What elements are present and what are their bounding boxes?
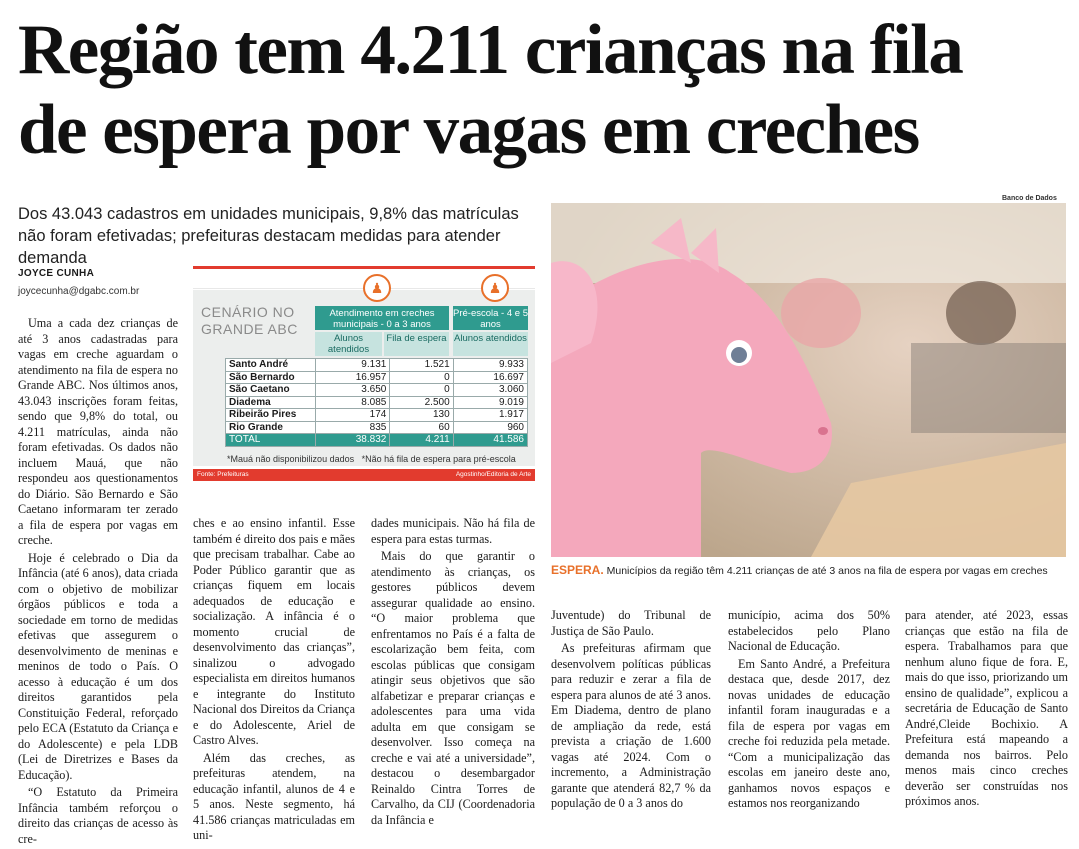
- article-column-2: [193, 516, 355, 846]
- headline-line-1: Região tem 4.211 crianças na fila: [18, 11, 963, 89]
- table-row: [226, 396, 528, 409]
- table-cell-value: 130: [390, 409, 453, 422]
- article-column-5: [728, 608, 890, 814]
- caption-text: Municípios da região têm 4.211 crianças de até 3 anos na fila de espera por vagas em creches: [606, 565, 1048, 577]
- article-column-3: [371, 516, 535, 830]
- infographic-footer: [193, 469, 535, 481]
- table-cell-value: 0: [390, 371, 453, 384]
- subheadline: Dos 43.043 cadastros em unidades municipais, 9,8% das matrículas não foram efetivadas; prefeituras destacam medidas para atender demanda: [18, 205, 519, 267]
- data-table: [225, 358, 528, 447]
- table-title: CENÁRIO NO GRANDE ABC: [201, 304, 298, 337]
- headline: [18, 10, 1068, 170]
- table-row: [226, 359, 528, 372]
- table-cell-value: 4.211: [390, 434, 453, 447]
- photo-illustration: [551, 203, 1066, 557]
- table-row-total: [226, 434, 528, 447]
- table-cell-city: TOTAL: [226, 434, 316, 447]
- table-cell-value: 60: [390, 421, 453, 434]
- paragraph: Uma a cada dez crianças de até 3 anos cadastradas para vagas em creche aguardam o atendimento na fila de espera no Grande ABC. Nos últimos anos, 43.043 inscrições foram feitas, sendo que 9,8% do total, ou 4.211 matrículas, ainda não foram efetivadas. Os dados não incluem Mauá, que não respondeu aos questionamentos do Diário. São Bernardo e São Caetano informaram ter zerado a fila de espera por vagas em creche.: [18, 316, 178, 547]
- art-credit: Agostinho/Editoria de Arte: [455, 471, 531, 478]
- caption-tag: ESPERA.: [551, 563, 604, 577]
- table-cell-value: 9.019: [453, 396, 527, 409]
- table-cell-value: 3.650: [316, 384, 390, 397]
- paragraph: para atender, até 2023, essas crianças que estão na fila de espera. Trabalhamos para que nenhum aluno fique de fora. E, mais do que isso, priorizando um ensino de qualidade”, explicou a secretária de Educação de Santo André,Cleide Bochixio. A Prefeitura está mapeando a demanda nos bairros. Pelo menos mais cinco creches deverão ser construídas nos próximos anos.: [905, 608, 1068, 808]
- table-cell-city: São Bernardo: [226, 371, 316, 384]
- table-cell-value: 835: [316, 421, 390, 434]
- article-column-6: [905, 608, 1068, 812]
- paragraph: Em Santo André, a Prefeitura destaca que, desde 2017, dez novas unidades de educação infantil foram inauguradas e a fila de espera por vagas em creche foi reduzida pela metade. “Com a municipalização das escolas em janeiro deste ano, ganhamos novos espaços e estamos nos reorganizando: [728, 656, 890, 810]
- paragraph: Mais do que garantir o atendimento às crianças, os gestores públicos devem assegurar qualidade ao ensino. “O maior problema que enfrentamos no País é a falta de escolarização bem feita, com escolas públicas que consigam atingir seus objetivos que são alfabetizar e preparar crianças e adolescentes para uma vida adulta em que consigam se desenvolver. Isso começa na creche e vai até a universidade”, destacou o desembargador Reinaldo Cintra Torres de Carvalho, da CIJ (Coordenadoria da Infância e: [371, 549, 535, 827]
- paragraph: Hoje é celebrado o Dia da Infância (até 6 anos), data criada com o objetivo de mobilizar órgãos públicos e toda a sociedade em torno de medidas efetivas que assegurem o desenvolvimento de meninas e meninos de todo o País. O acesso à educação é um dos direitos garantidos pela Constituição Federal, reforçado pelo ECA (Estatuto da Criança e do Adolescente) e pela LDB (Lei de Diretrizes e Bases da Educação).: [18, 550, 178, 782]
- table-cell-value: 0: [390, 384, 453, 397]
- paragraph: “O Estatuto da Primeira Infância também reforçou o direito das crianças de acesso às cre-: [18, 785, 178, 846]
- table-notes: [227, 454, 516, 464]
- table-row: [226, 421, 528, 434]
- paragraph: município, acima dos 50% estabelecidos pelo Plano Nacional de Educação.: [728, 608, 890, 653]
- photo-caption: [551, 563, 1071, 577]
- table-cell-value: 16.697: [453, 371, 527, 384]
- table-cell-city: Rio Grande: [226, 421, 316, 434]
- column-group-header-creche: Atendimento em creches municipais - 0 a 3 anos: [315, 306, 449, 330]
- table-cell-value: 8.085: [316, 396, 390, 409]
- paragraph: dades municipais. Não há fila de espera para estas turmas.: [371, 516, 535, 546]
- column-header-atendidos: Alunos atendidos: [315, 332, 382, 356]
- table-row: [226, 371, 528, 384]
- byline-email: joycecunha@dgabc.com.br: [18, 286, 140, 297]
- table-cell-value: 1.521: [390, 359, 453, 372]
- note-maua: *Mauá não disponibilizou dados: [227, 454, 355, 464]
- byline-author: JOYCE CUNHA: [18, 268, 95, 279]
- data-table-infographic: [193, 266, 535, 482]
- paragraph: Juventude) do Tribunal de Justiça de São Paulo.: [551, 608, 711, 638]
- paragraph: ches e ao ensino infantil. Esse também é direito dos pais e mães que precisam trabalhar. Cabe ao Poder Público garantir que as crianças fiquem em locais adequados de educação e socialização. A infância é o momento crucial de desenvolvimento das crianças”, sinalizou o advogado especialista em direitos humanos e integrante do Instituto Nacional dos Direitos da Criança e do Adolescente, Ariel de Castro Alves.: [193, 516, 355, 747]
- headline-line-2: de espera por vagas em creches: [18, 91, 919, 169]
- column-header-fila: Fila de espera: [384, 332, 449, 356]
- article-column-4: [551, 608, 711, 814]
- children-icon: ♟: [363, 274, 391, 302]
- photo-credit: Banco de Dados: [1002, 195, 1057, 202]
- table-cell-value: 3.060: [453, 384, 527, 397]
- table-cell-value: 960: [453, 421, 527, 434]
- table-cell-city: São Caetano: [226, 384, 316, 397]
- table-cell-city: Diadema: [226, 396, 316, 409]
- table-cell-value: 38.832: [316, 434, 390, 447]
- table-cell-value: 16.957: [316, 371, 390, 384]
- table-cell-value: 174: [316, 409, 390, 422]
- children-icon: ♟: [481, 274, 509, 302]
- source-label: Fonte: Prefeituras: [197, 471, 249, 478]
- table-cell-value: 9.131: [316, 359, 390, 372]
- table-row: [226, 384, 528, 397]
- article-column-1: [18, 316, 178, 849]
- photo-pink-toy-horse: [551, 203, 1066, 557]
- table-cell-value: 9.933: [453, 359, 527, 372]
- table-cell-value: 2.500: [390, 396, 453, 409]
- table-cell-value: 1.917: [453, 409, 527, 422]
- column-header-preescola-atendidos: Alunos atendidos: [453, 332, 528, 356]
- table-row: [226, 409, 528, 422]
- table-cell-value: 41.586: [453, 434, 527, 447]
- table-cell-city: Santo André: [226, 359, 316, 372]
- paragraph: Além das creches, as prefeituras atendem, na educação infantil, alunos de 4 e 5 anos. Neste segmento, há 41.586 crianças matriculadas em uni-: [193, 750, 355, 842]
- note-preescola: *Não há fila de espera para pré-escola: [361, 454, 516, 464]
- column-group-header-preescola: Pré-escola - 4 e 5 anos: [453, 308, 528, 330]
- paragraph: As prefeituras afirmam que desenvolvem políticas públicas para reduzir e zerar a fila de espera para alunos de até 3 anos. Em Diadema, dentro de plano de ampliação da rede, está prevista a criação de 1.600 vagas até 2024. Com o incremento, a Administração garante que atenderá 82,7 % da população de 0 a 3 anos do: [551, 641, 711, 810]
- table-cell-city: Ribeirão Pires: [226, 409, 316, 422]
